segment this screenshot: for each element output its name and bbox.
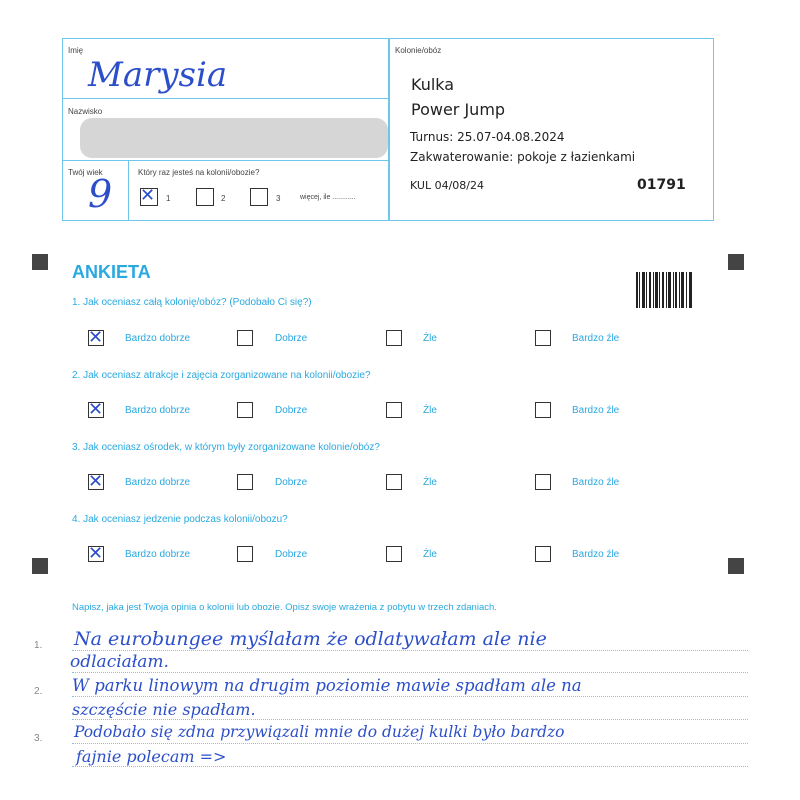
accommodation-text: Zakwaterowanie: pokoje z łazienkami bbox=[410, 150, 636, 164]
times-label: Który raz jesteś na kolonii/obozie? bbox=[138, 168, 260, 177]
writing-line bbox=[72, 672, 748, 673]
opinion-line-3[interactable]: W parku linowym na drugim poziomie mawie spadłam ale na bbox=[72, 676, 582, 695]
q4-option-zle-checkbox[interactable] bbox=[386, 546, 402, 562]
line-number-2: 2. bbox=[34, 686, 43, 697]
q4-option-label: Dobrze bbox=[275, 549, 308, 560]
registration-marker-icon bbox=[32, 558, 48, 574]
q3-option-label: Bardzo dobrze bbox=[125, 477, 191, 488]
q1-option-zle-checkbox[interactable] bbox=[386, 330, 402, 346]
barcode-icon bbox=[636, 272, 692, 308]
writing-line bbox=[72, 696, 748, 697]
camp-name-line1: Kulka bbox=[411, 75, 455, 94]
opinion-prompt: Napisz, jaka jest Twoja opinia o kolonii lub obozie. Opisz swoje wrażenia z pobytu w trzech zdaniach. bbox=[72, 602, 497, 613]
name-label: Imię bbox=[68, 46, 84, 55]
q3-option-label: Bardzo źle bbox=[572, 477, 620, 488]
form-number: 01791 bbox=[637, 177, 686, 193]
times-checkbox-2[interactable] bbox=[196, 188, 214, 206]
q2-option-label: Bardzo dobrze bbox=[125, 405, 191, 416]
q1-option-label: Bardzo źle bbox=[572, 333, 620, 344]
registration-marker-icon bbox=[728, 558, 744, 574]
surname-row-divider bbox=[62, 160, 390, 161]
q4-option-dobrze-checkbox[interactable] bbox=[237, 546, 253, 562]
surname-label: Nazwisko bbox=[68, 107, 103, 116]
q3-option-dobrze-checkbox[interactable] bbox=[237, 474, 253, 490]
q4-option-label: Bardzo źle bbox=[572, 549, 620, 560]
q3-option-zle-checkbox[interactable] bbox=[386, 474, 402, 490]
q1-option-bardzo-zle-checkbox[interactable] bbox=[535, 330, 551, 346]
turnus-text: Turnus: 25.07-04.08.2024 bbox=[410, 130, 565, 144]
times-option-3: 3 bbox=[276, 194, 281, 203]
opinion-line-4[interactable]: szczęście nie spadłam. bbox=[72, 700, 256, 719]
opinion-line-1[interactable]: Na eurobungee myślałam że odlatywałam ale nie bbox=[74, 628, 547, 650]
writing-line bbox=[72, 766, 748, 767]
line-number-3: 3. bbox=[34, 733, 43, 744]
age-divider bbox=[128, 160, 129, 221]
q1-option-label: Bardzo dobrze bbox=[125, 333, 191, 344]
q3-check-mark: ✕ bbox=[88, 471, 104, 492]
question-3: 3. Jak oceniasz ośrodek, w którym były zorganizowane kolonie/obóz? bbox=[72, 442, 380, 453]
camp-name-line2: Power Jump bbox=[411, 100, 506, 119]
q1-option-label: Źle bbox=[423, 333, 437, 344]
writing-line bbox=[72, 650, 748, 651]
camp-code: KUL 04/08/24 bbox=[410, 179, 484, 192]
q2-option-zle-checkbox[interactable] bbox=[386, 402, 402, 418]
line-number-1: 1. bbox=[34, 640, 43, 651]
name-value[interactable]: Marysia bbox=[88, 55, 228, 95]
question-2: 2. Jak oceniasz atrakcje i zajęcia zorganizowane na kolonii/obozie? bbox=[72, 370, 371, 381]
q3-option-label: Źle bbox=[423, 477, 437, 488]
q3-option-label: Dobrze bbox=[275, 477, 308, 488]
registration-marker-icon bbox=[728, 254, 744, 270]
opinion-line-6[interactable]: fajnie polecam => bbox=[76, 747, 227, 766]
surname-redacted bbox=[80, 118, 388, 158]
camp-label: Kolonie/obóz bbox=[395, 46, 442, 55]
q2-option-label: Dobrze bbox=[275, 405, 308, 416]
q4-option-bardzo-zle-checkbox[interactable] bbox=[535, 546, 551, 562]
age-value[interactable]: 9 bbox=[88, 172, 113, 216]
q2-check-mark: ✕ bbox=[88, 399, 104, 420]
q1-check-mark: ✕ bbox=[88, 327, 104, 348]
opinion-line-5[interactable]: Podobało się zdna przywiązali mnie do dużej kulki było bardzo bbox=[74, 723, 565, 741]
times-option-1: 1 bbox=[166, 194, 171, 203]
q2-option-label: Źle bbox=[423, 405, 437, 416]
times-option-more: więcej, ile ............ bbox=[300, 194, 356, 201]
times-checkbox-3[interactable] bbox=[250, 188, 268, 206]
age-label: Twój wiek bbox=[68, 168, 103, 177]
question-4: 4. Jak oceniasz jedzenie podczas kolonii/obozu? bbox=[72, 514, 288, 525]
q4-option-label: Źle bbox=[423, 549, 437, 560]
q2-option-dobrze-checkbox[interactable] bbox=[237, 402, 253, 418]
q4-check-mark: ✕ bbox=[88, 543, 104, 564]
question-1: 1. Jak oceniasz całą kolonię/obóz? (Podobało Ci się?) bbox=[72, 297, 312, 308]
opinion-line-2[interactable]: odlaciałam. bbox=[70, 652, 169, 672]
q4-option-label: Bardzo dobrze bbox=[125, 549, 191, 560]
writing-line bbox=[72, 743, 748, 744]
q1-option-label: Dobrze bbox=[275, 333, 308, 344]
q2-option-bardzo-zle-checkbox[interactable] bbox=[535, 402, 551, 418]
times-option-2: 2 bbox=[221, 194, 226, 203]
writing-line bbox=[72, 719, 748, 720]
name-row-divider bbox=[62, 98, 390, 99]
q1-option-dobrze-checkbox[interactable] bbox=[237, 330, 253, 346]
times-check-mark: ✕ bbox=[140, 185, 156, 206]
survey-title: ANKIETA bbox=[72, 262, 151, 282]
q2-option-label: Bardzo źle bbox=[572, 405, 620, 416]
q3-option-bardzo-zle-checkbox[interactable] bbox=[535, 474, 551, 490]
registration-marker-icon bbox=[32, 254, 48, 270]
